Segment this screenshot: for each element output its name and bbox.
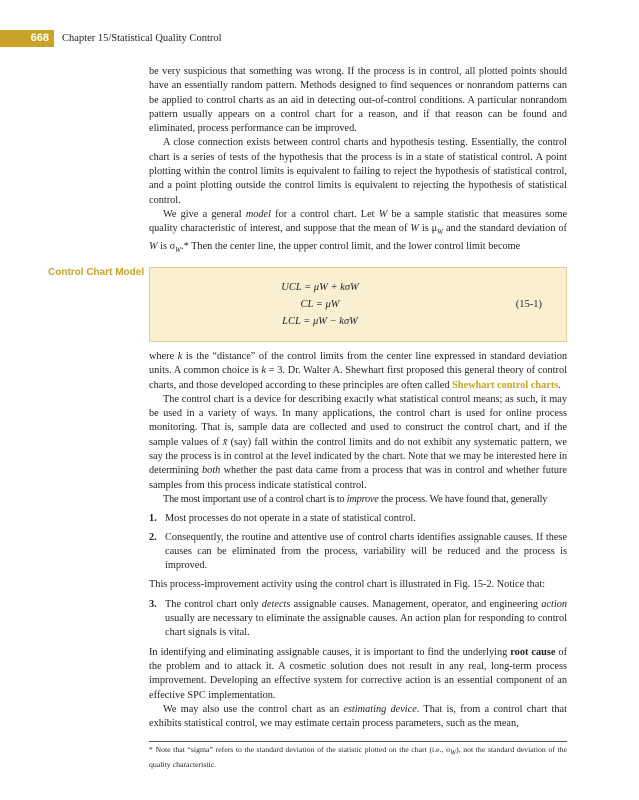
paragraph-hypothesis: A close connection exists between control charts and hypothesis testing. Essentially, the control chart is a series of tests of the hypothesis that the process is in a state of statistical control. A point plotting within the control limits is equivalent to failing to reject the hypothesis of statistical control, and a point plotting outside the control limits is equivalent to rejecting the hypothesis of statistical control. [149, 137, 567, 206]
body-top [149, 65, 567, 257]
list-item-3: 3. The control chart only detects assignable causes. Management, operator, and engineering action usually are necessary to eliminate the assignable causes. An action plan for responding to control chart signals is vital. [149, 598, 568, 639]
equation-number: (15-1) [515, 299, 542, 310]
paragraph-estimating: We may also use the control chart as an estimating device. That is, from a control chart that exhibits statistical control, we may estimate certain process parameters, such as the mean, [149, 703, 567, 730]
list-item-2: 2. Consequently, the routine and attentive use of control charts identifies assignable causes. If these causes can be eliminated from the process, variability will be reduced and the process is improved. [149, 531, 567, 572]
list-item-1: 1. Most processes do not operate in a state of statistical control. [149, 513, 416, 525]
footnote-rule [149, 741, 567, 742]
paragraph-device: The control chart is a device for describing exactly what statistical control means; as such, it may be used in a variety of ways. In many applications, the control chart is used for online process monitoring. That is, sample data are collected and used to construct the control chart, and if the sample values of x̄ (say) fall within the control limits and do not exhibit any systematic pattern, we say the process is in control at the level indicated by the chart. Note that we may be interested here in determining both whether the past data came from a process that was in control and whether future samples from this process indicate statistical control. [149, 393, 567, 491]
equation-lcl: LCL = μW − kσW [282, 316, 358, 327]
paragraph-nonrandom: be very suspicious that something was wrong. If the process is in control, all plotted points should have an essentially random pattern. Methods designed to find sequences or nonrandom patterns can be applied to control charts as an aid in detecting out-of-control conditions. A particular nonrandom pattern usually appears on a control chart for a reason, and if that reason can be found and eliminated, process performance can be improved. [149, 66, 567, 135]
paragraph-process-improvement: This process-improvement activity using the control chart is illustrated in Fig. 15-2. Notice that: [149, 579, 546, 591]
paragraph-model: We give a general model for a control chart. Let W be a sample statistic that measures some quality characteristic of interest, and suppose that the mean of W is $\mu_W$ and the standard deviation of W is $\sigma_W.*$ Then the center line, the upper control limit, and the lower control limit become [149, 208, 568, 254]
equation-ucl: UCL = μW + kσW [281, 282, 359, 293]
sidebar-heading: Control Chart Model [48, 267, 145, 278]
paragraph-shewhart: where k is the “distance” of the control limits from the center line expressed in standard deviation units. A common choice is k = 3. Dr. Walter A. Shewhart first proposed this general theory of control charts, and those developed according to these principles are often called Shewhart control charts. [149, 351, 567, 391]
chapter-title: Chapter 15/Statistical Quality Control [62, 33, 222, 44]
paragraph-improve: The most important use of a control chart is to improve the process. We have found that, generally [163, 493, 548, 505]
body-bottom [149, 350, 567, 731]
page-number: 668 [0, 30, 54, 47]
equation-cl: CL = μW [300, 299, 340, 310]
term-shewhart-control-charts: Shewhart control charts [452, 379, 559, 391]
equation-box [149, 267, 567, 342]
footnote: * Note that “sigma” refers to the standard deviation of the statistic plotted on the chart (i.e., $\sigma_W$), not the standard deviation of the quality characteristic. [149, 745, 567, 769]
paragraph-root-cause: In identifying and eliminating assignable causes, it is important to find the underlying root cause of the problem and to attack it. A cosmetic solution does not result in any real, long-term process improvement. Developing an effective system for corrective action is an essential component of an effective SPC implementation. [149, 646, 567, 701]
